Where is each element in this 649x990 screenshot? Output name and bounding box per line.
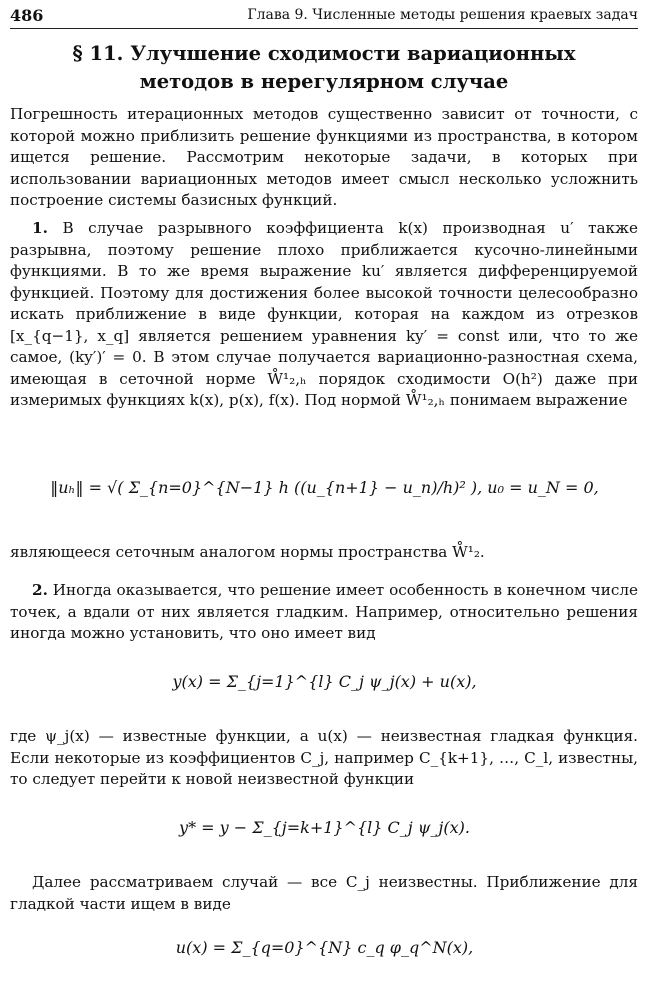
norm-formula: ‖uₕ‖ = √( Σ_{n=0}^{N−1} h ((u_{n+1} − u_n)/h)² ), u₀ = u_N = 0, [50,478,599,497]
running-head [10,4,638,29]
chapter-title: Глава 9. Численные методы решения краевых задач [247,7,638,23]
item2-text-c: Далее рассматриваем случай — все C_j неизвестны. Приближение для гладкой части ищем в виде [10,873,638,913]
smooth-part-formula: u(x) = Σ_{q=0}^{N} c_q φ_q^N(x), [175,938,474,957]
intro-paragraph: Погрешность итерационных методов существенно зависит от точности, с которой можно приблизить решение функциями из пространства, в котором ищется решение. Рассмотрим некоторые задачи, в которых при использовании вариационных методов имеет смысл несколько усложнить построение системы базисных функций. [10,105,638,209]
item2-text-b: где ψ_j(x) — известные функции, а u(x) — неизвестная гладкая функция. Если некоторые из коэффициентов C_j, например C_{k+1}, …, C_l, известны, то следует перейти к новой неизвестной функции [10,727,638,788]
item1-text-b: являющееся сеточным аналогом нормы пространства W̊¹₂. [10,543,485,561]
item2-paragraph [10,580,638,645]
item1-text-a: В случае разрывного коэффициента k(x) производная u′ также разрывна, поэтому решение плохо приближается кусочно-линейными функциями. В то же время выражение ku′ является дифференцируемой функцией. Поэтому для достижения более высокой точности целесообразно искать приближение в виде функции, которая на каждом из отрезков [x_{q−1}, x_q] является решением уравнения ky′ = const или, что то же самое, (ky′)′ = 0. В этом случае получается вариационно-разностная схема, имеющая в сеточной норме W̊¹₂,ₕ порядок сходимости O(h²) даже при измеримых функциях k(x), p(x), f(x). Под нормой W̊¹₂,ₕ понимаем выражение [10,219,638,409]
section-title-line1: § 11. Улучшение сходимости вариационных [72,42,576,65]
page-number: 486 [10,6,44,25]
item2-number: 2. [32,581,48,599]
ystar-formula: y* = y − Σ_{j=k+1}^{l} C_j ψ_j(x). [179,818,470,837]
section-title-line2: методов в нерегулярном случае [139,70,509,93]
section-title [10,40,638,96]
item2-text-a: Иногда оказывается, что решение имеет особенность в конечном числе точек, а вдали от них является гладким. Например, относительно решения иногда можно установить, что оно имеет вид [10,581,638,642]
item1-number: 1. [32,219,48,237]
decomposition-formula: y(x) = Σ_{j=1}^{l} C_j ψ_j(x) + u(x), [172,672,477,691]
item1-paragraph [10,218,638,412]
